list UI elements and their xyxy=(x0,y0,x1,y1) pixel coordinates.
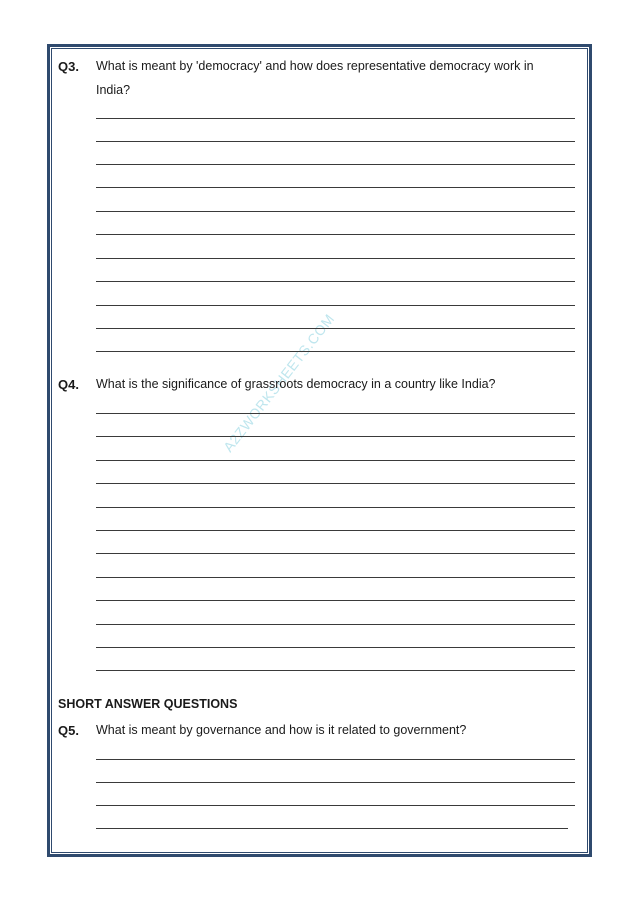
answer-line[interactable] xyxy=(96,805,575,806)
watermark: A2ZWORKSHEETS.COM xyxy=(220,310,338,455)
answer-line[interactable] xyxy=(96,413,575,414)
answer-line[interactable] xyxy=(96,483,575,484)
answer-line[interactable] xyxy=(96,234,575,235)
answer-line[interactable] xyxy=(96,624,575,625)
answer-line[interactable] xyxy=(96,647,575,648)
question-text: What is meant by 'democracy' and how does representative democracy work in India? xyxy=(96,59,534,97)
answer-line[interactable] xyxy=(96,211,575,212)
answer-line[interactable] xyxy=(96,351,575,352)
answer-line[interactable] xyxy=(96,530,575,531)
answer-line[interactable] xyxy=(96,141,575,142)
answer-line[interactable] xyxy=(96,460,575,461)
answer-line[interactable] xyxy=(96,187,575,188)
answer-line[interactable] xyxy=(96,759,575,760)
question-number: Q3. xyxy=(58,59,79,74)
answer-line[interactable] xyxy=(96,328,575,329)
section-heading: SHORT ANSWER QUESTIONS xyxy=(58,697,238,711)
answer-line[interactable] xyxy=(96,553,575,554)
question-number: Q5. xyxy=(58,723,79,738)
answer-line[interactable] xyxy=(96,782,575,783)
answer-line[interactable] xyxy=(96,164,575,165)
answer-line[interactable] xyxy=(96,600,575,601)
answer-line[interactable] xyxy=(96,828,568,829)
answer-line[interactable] xyxy=(96,305,575,306)
answer-line[interactable] xyxy=(96,670,575,671)
answer-line[interactable] xyxy=(96,436,575,437)
answer-line[interactable] xyxy=(96,577,575,578)
answer-line[interactable] xyxy=(96,281,575,282)
question-text: What is the significance of grassroots democracy in a country like India? xyxy=(96,377,496,391)
question-text: What is meant by governance and how is it related to government? xyxy=(96,723,467,737)
question-number: Q4. xyxy=(58,377,79,392)
answer-line[interactable] xyxy=(96,118,575,119)
answer-line[interactable] xyxy=(96,258,575,259)
answer-line[interactable] xyxy=(96,507,575,508)
